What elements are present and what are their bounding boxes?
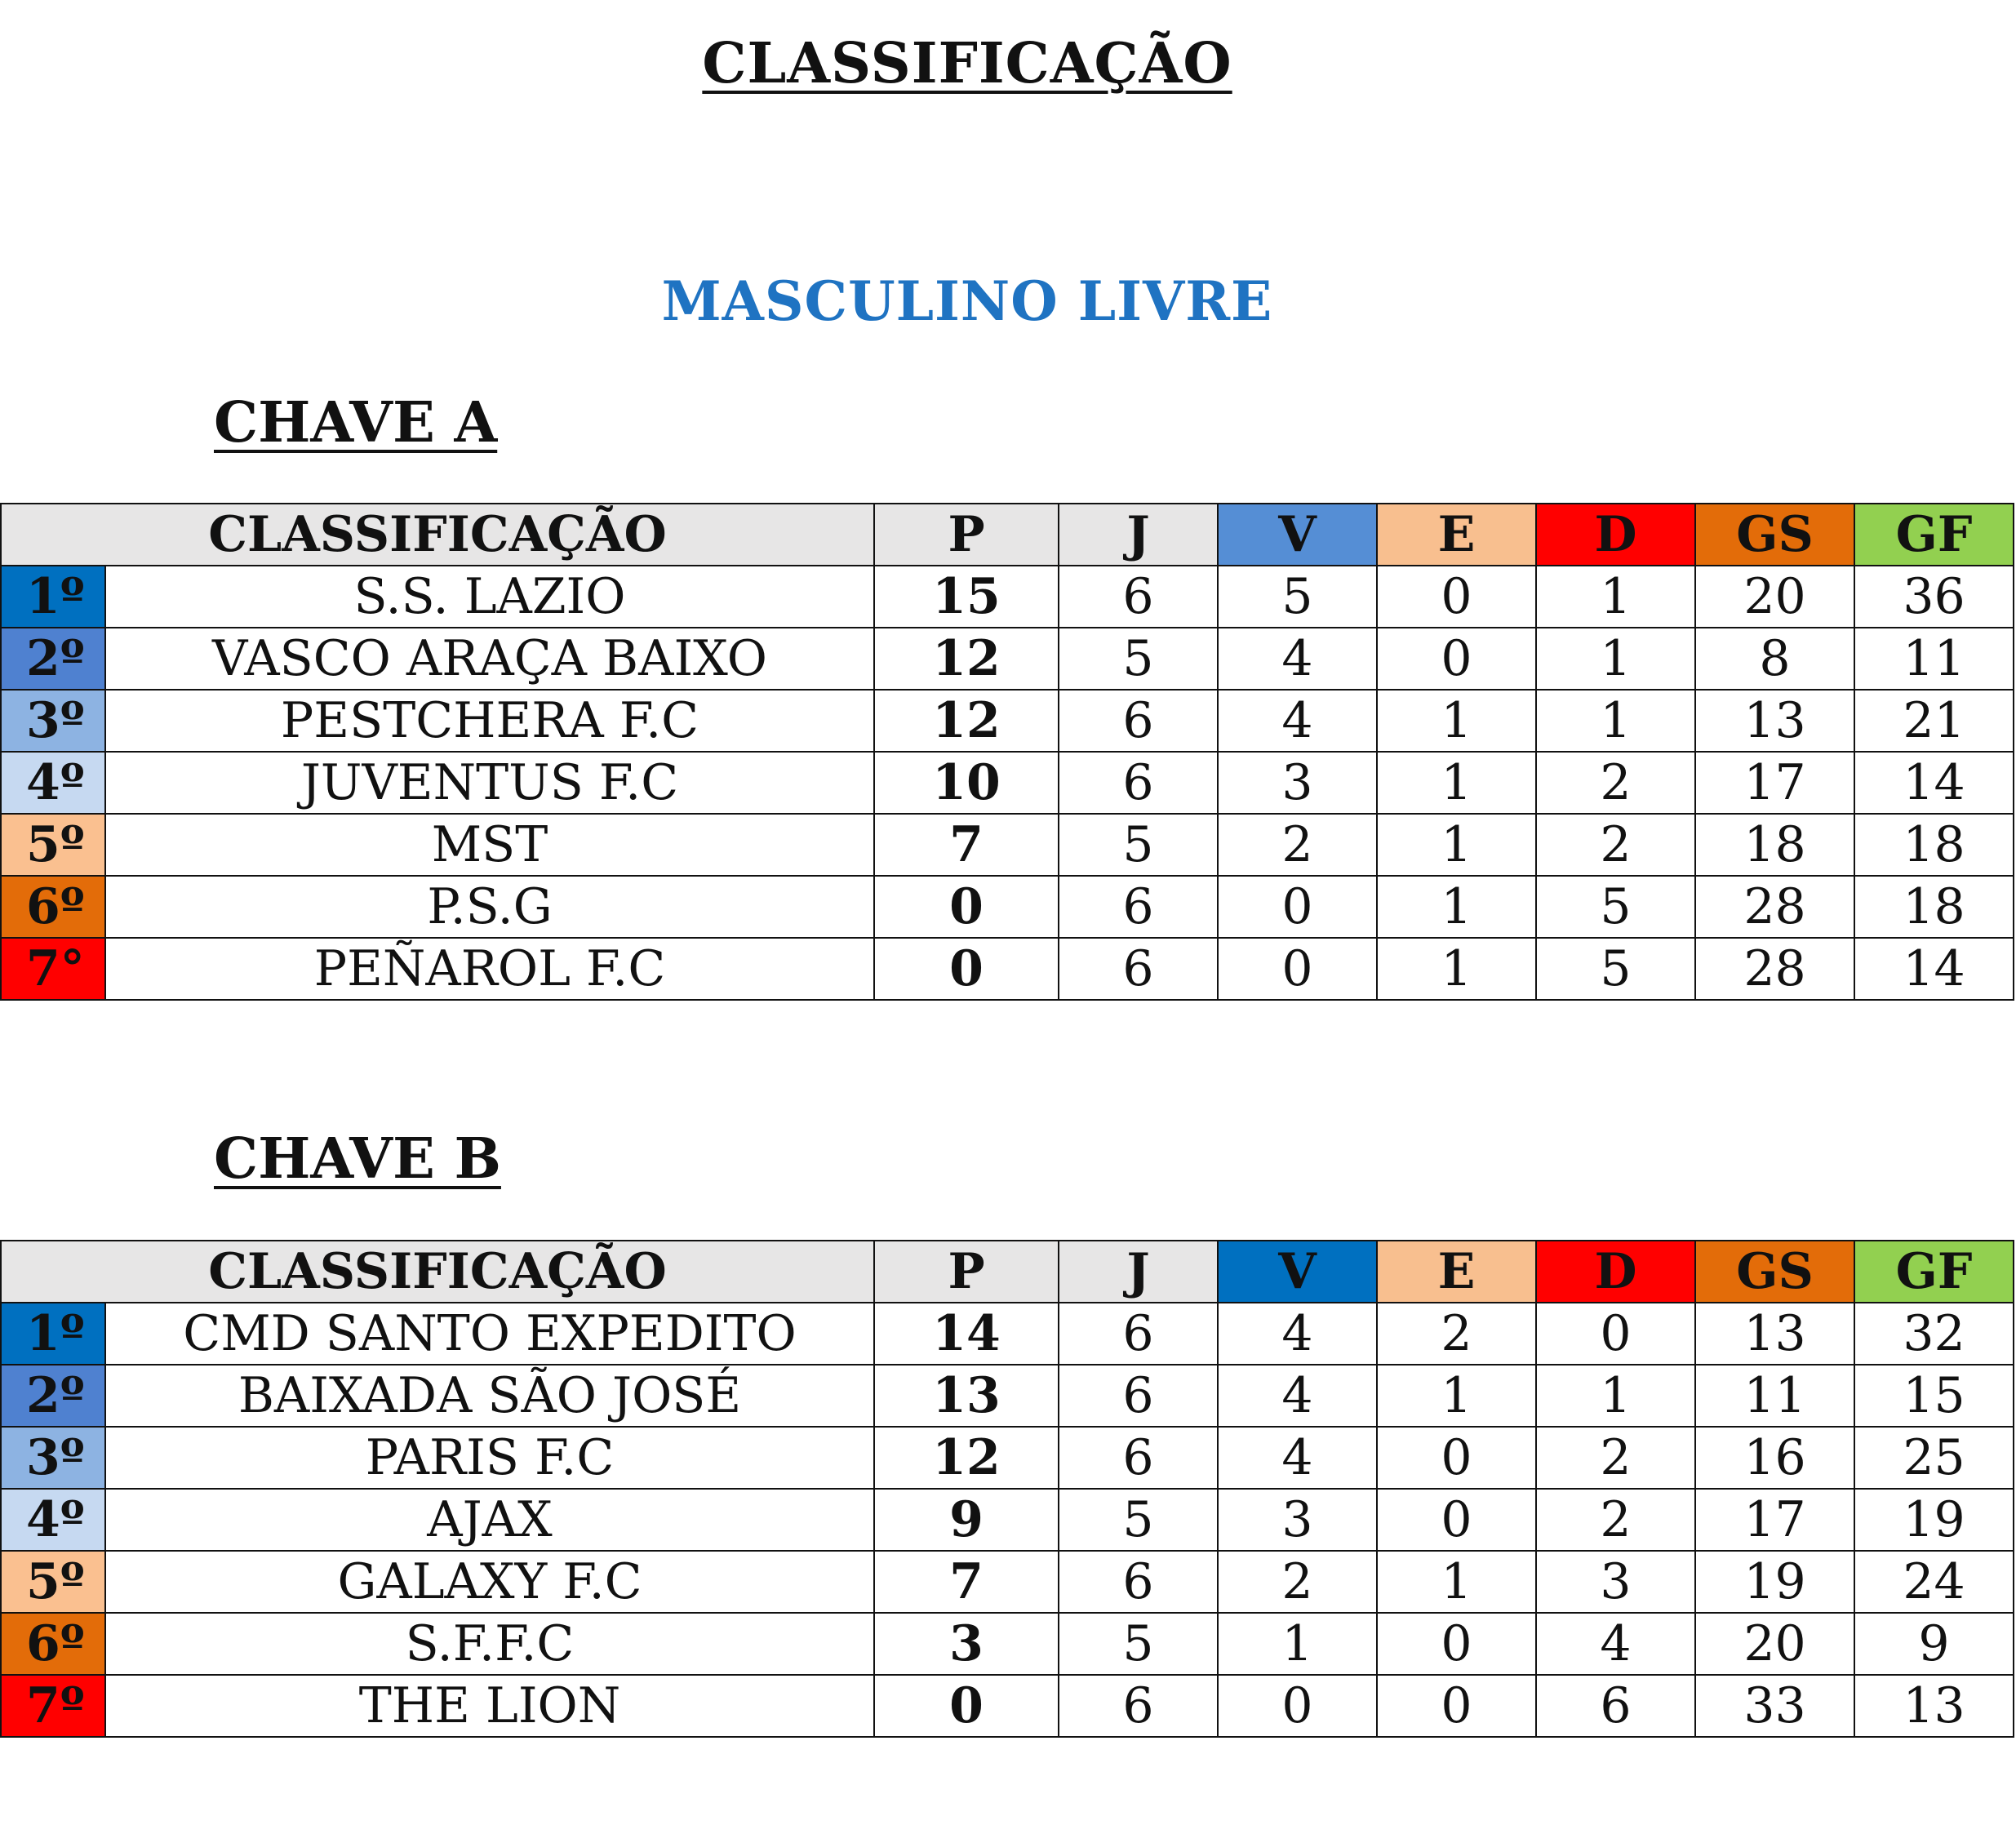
page-title: CLASSIFICAÇÃO: [702, 31, 1232, 96]
losses-cell: 2: [1536, 1489, 1695, 1551]
header-wins: V: [1218, 1241, 1377, 1303]
table-row: [1, 814, 2014, 876]
points-cell: 13: [874, 1365, 1059, 1427]
goals-conceded-cell: 13: [1695, 1303, 1854, 1365]
wins-cell: 4: [1218, 1427, 1377, 1489]
draws-cell: 1: [1377, 876, 1536, 938]
team-name-cell: VASCO ARAÇA BAIXO: [105, 628, 874, 690]
position-cell: 3º: [1, 690, 105, 752]
points-cell: 3: [874, 1613, 1059, 1675]
wins-cell: 3: [1218, 752, 1377, 814]
header-wins: V: [1218, 504, 1377, 566]
losses-cell: 5: [1536, 876, 1695, 938]
team-name-cell: MST: [105, 814, 874, 876]
header-goals-conceded: GS: [1695, 1241, 1854, 1303]
group-a-label: CHAVE A: [214, 390, 498, 455]
table-row: [1, 752, 2014, 814]
games-cell: 6: [1059, 938, 1218, 1000]
games-cell: 5: [1059, 628, 1218, 690]
position-cell: 1º: [1, 1303, 105, 1365]
draws-cell: 0: [1377, 1489, 1536, 1551]
goals-conceded-cell: 18: [1695, 814, 1854, 876]
header-draws: E: [1377, 504, 1536, 566]
games-cell: 5: [1059, 1613, 1218, 1675]
goals-conceded-cell: 17: [1695, 752, 1854, 814]
draws-cell: 0: [1377, 1613, 1536, 1675]
position-cell: 6º: [1, 1613, 105, 1675]
points-cell: 15: [874, 566, 1059, 628]
table-row: [1, 1427, 2014, 1489]
games-cell: 6: [1059, 1675, 1218, 1737]
team-name-cell: BAIXADA SÃO JOSÉ: [105, 1365, 874, 1427]
points-cell: 0: [874, 1675, 1059, 1737]
losses-cell: 2: [1536, 1427, 1695, 1489]
games-cell: 6: [1059, 1551, 1218, 1613]
table-row: [1, 876, 2014, 938]
games-cell: 6: [1059, 752, 1218, 814]
team-name-cell: P.S.G: [105, 876, 874, 938]
goals-scored-cell: 14: [1854, 938, 2014, 1000]
games-cell: 6: [1059, 690, 1218, 752]
group-b-rows: [1, 1303, 2014, 1737]
table-row: [1, 1303, 2014, 1365]
games-cell: 6: [1059, 1303, 1218, 1365]
group-b-label: CHAVE B: [214, 1126, 501, 1192]
points-cell: 12: [874, 690, 1059, 752]
goals-scored-cell: 14: [1854, 752, 2014, 814]
table-row: [1, 628, 2014, 690]
header-row: [1, 504, 2014, 566]
position-cell: 2º: [1, 628, 105, 690]
goals-conceded-cell: 28: [1695, 938, 1854, 1000]
games-cell: 6: [1059, 566, 1218, 628]
team-name-cell: S.S. LAZIO: [105, 566, 874, 628]
team-name-cell: PESTCHERA F.C: [105, 690, 874, 752]
goals-scored-cell: 9: [1854, 1613, 2014, 1675]
header-points: P: [874, 504, 1059, 566]
losses-cell: 1: [1536, 566, 1695, 628]
header-classification: CLASSIFICAÇÃO: [1, 1241, 874, 1303]
position-cell: 5º: [1, 814, 105, 876]
table-row: [1, 1675, 2014, 1737]
draws-cell: 2: [1377, 1303, 1536, 1365]
goals-conceded-cell: 16: [1695, 1427, 1854, 1489]
wins-cell: 1: [1218, 1613, 1377, 1675]
losses-cell: 4: [1536, 1613, 1695, 1675]
draws-cell: 1: [1377, 690, 1536, 752]
goals-scored-cell: 25: [1854, 1427, 2014, 1489]
wins-cell: 3: [1218, 1489, 1377, 1551]
standings-table-group-a: [0, 503, 2014, 1001]
team-name-cell: CMD SANTO EXPEDITO: [105, 1303, 874, 1365]
wins-cell: 0: [1218, 1675, 1377, 1737]
header-games: J: [1059, 504, 1218, 566]
goals-scored-cell: 11: [1854, 628, 2014, 690]
points-cell: 14: [874, 1303, 1059, 1365]
draws-cell: 0: [1377, 1675, 1536, 1737]
header-points: P: [874, 1241, 1059, 1303]
goals-scored-cell: 15: [1854, 1365, 2014, 1427]
goals-scored-cell: 24: [1854, 1551, 2014, 1613]
goals-conceded-cell: 33: [1695, 1675, 1854, 1737]
losses-cell: 2: [1536, 752, 1695, 814]
wins-cell: 4: [1218, 1365, 1377, 1427]
header-goals-scored: GF: [1854, 1241, 2014, 1303]
draws-cell: 0: [1377, 628, 1536, 690]
header-row: [1, 1241, 2014, 1303]
points-cell: 7: [874, 1551, 1059, 1613]
goals-conceded-cell: 13: [1695, 690, 1854, 752]
team-name-cell: GALAXY F.C: [105, 1551, 874, 1613]
table-row: [1, 1489, 2014, 1551]
goals-scored-cell: 13: [1854, 1675, 2014, 1737]
position-cell: 5º: [1, 1551, 105, 1613]
header-games: J: [1059, 1241, 1218, 1303]
draws-cell: 0: [1377, 566, 1536, 628]
games-cell: 5: [1059, 1489, 1218, 1551]
header-goals-scored: GF: [1854, 504, 2014, 566]
games-cell: 6: [1059, 1365, 1218, 1427]
table-row: [1, 1365, 2014, 1427]
header-losses: D: [1536, 504, 1695, 566]
losses-cell: 1: [1536, 628, 1695, 690]
points-cell: 7: [874, 814, 1059, 876]
wins-cell: 0: [1218, 876, 1377, 938]
losses-cell: 5: [1536, 938, 1695, 1000]
points-cell: 10: [874, 752, 1059, 814]
goals-conceded-cell: 20: [1695, 566, 1854, 628]
group-a-rows: [1, 566, 2014, 1000]
team-name-cell: PEÑAROL F.C: [105, 938, 874, 1000]
wins-cell: 4: [1218, 690, 1377, 752]
position-cell: 2º: [1, 1365, 105, 1427]
standings-table-group-b: [0, 1240, 2014, 1738]
goals-conceded-cell: 28: [1695, 876, 1854, 938]
losses-cell: 0: [1536, 1303, 1695, 1365]
draws-cell: 1: [1377, 938, 1536, 1000]
draws-cell: 1: [1377, 752, 1536, 814]
points-cell: 9: [874, 1489, 1059, 1551]
draws-cell: 1: [1377, 814, 1536, 876]
position-cell: 6º: [1, 876, 105, 938]
team-name-cell: THE LION: [105, 1675, 874, 1737]
points-cell: 0: [874, 876, 1059, 938]
goals-scored-cell: 18: [1854, 876, 2014, 938]
table-row: [1, 566, 2014, 628]
position-cell: 4º: [1, 752, 105, 814]
header-classification: CLASSIFICAÇÃO: [1, 504, 874, 566]
losses-cell: 6: [1536, 1675, 1695, 1737]
games-cell: 5: [1059, 814, 1218, 876]
wins-cell: 4: [1218, 628, 1377, 690]
position-cell: 1º: [1, 566, 105, 628]
wins-cell: 4: [1218, 1303, 1377, 1365]
goals-scored-cell: 36: [1854, 566, 2014, 628]
goals-conceded-cell: 17: [1695, 1489, 1854, 1551]
games-cell: 6: [1059, 1427, 1218, 1489]
points-cell: 12: [874, 628, 1059, 690]
position-cell: 3º: [1, 1427, 105, 1489]
wins-cell: 2: [1218, 1551, 1377, 1613]
wins-cell: 5: [1218, 566, 1377, 628]
goals-conceded-cell: 20: [1695, 1613, 1854, 1675]
wins-cell: 0: [1218, 938, 1377, 1000]
losses-cell: 3: [1536, 1551, 1695, 1613]
games-cell: 6: [1059, 876, 1218, 938]
team-name-cell: JUVENTUS F.C: [105, 752, 874, 814]
losses-cell: 1: [1536, 1365, 1695, 1427]
table-row: [1, 1551, 2014, 1613]
position-cell: 7°: [1, 938, 105, 1000]
table-row: [1, 690, 2014, 752]
team-name-cell: S.F.F.C: [105, 1613, 874, 1675]
table-row: [1, 938, 2014, 1000]
points-cell: 0: [874, 938, 1059, 1000]
losses-cell: 2: [1536, 814, 1695, 876]
draws-cell: 1: [1377, 1365, 1536, 1427]
table-row: [1, 1613, 2014, 1675]
header-draws: E: [1377, 1241, 1536, 1303]
draws-cell: 1: [1377, 1551, 1536, 1613]
team-name-cell: AJAX: [105, 1489, 874, 1551]
position-cell: 4º: [1, 1489, 105, 1551]
position-cell: 7º: [1, 1675, 105, 1737]
goals-conceded-cell: 19: [1695, 1551, 1854, 1613]
losses-cell: 1: [1536, 690, 1695, 752]
team-name-cell: PARIS F.C: [105, 1427, 874, 1489]
category-subtitle: MASCULINO LIVRE: [661, 269, 1273, 333]
goals-scored-cell: 32: [1854, 1303, 2014, 1365]
draws-cell: 0: [1377, 1427, 1536, 1489]
header-losses: D: [1536, 1241, 1695, 1303]
goals-scored-cell: 19: [1854, 1489, 2014, 1551]
header-goals-conceded: GS: [1695, 504, 1854, 566]
goals-conceded-cell: 8: [1695, 628, 1854, 690]
goals-conceded-cell: 11: [1695, 1365, 1854, 1427]
goals-scored-cell: 18: [1854, 814, 2014, 876]
wins-cell: 2: [1218, 814, 1377, 876]
points-cell: 12: [874, 1427, 1059, 1489]
goals-scored-cell: 21: [1854, 690, 2014, 752]
